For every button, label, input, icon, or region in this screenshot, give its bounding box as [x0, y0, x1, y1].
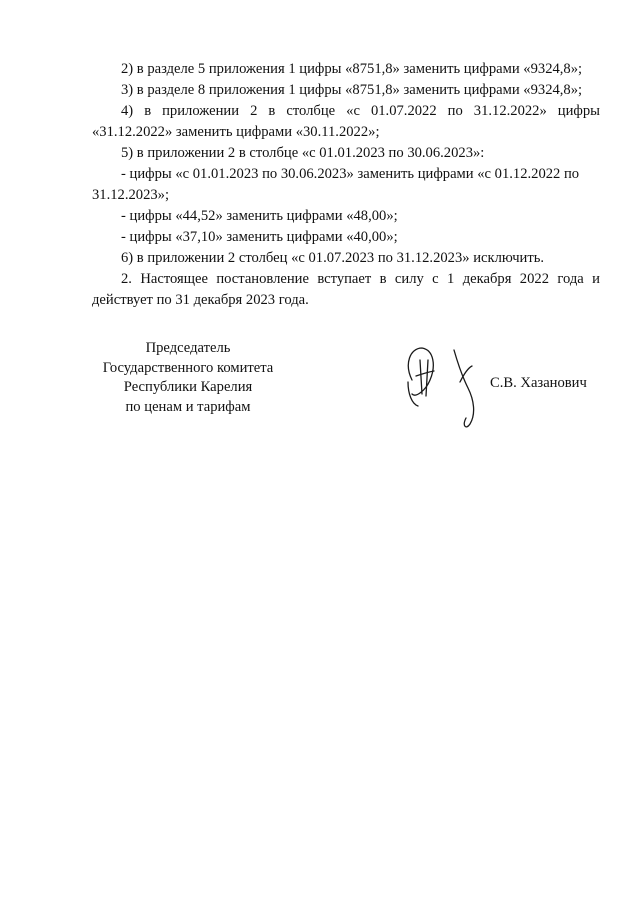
paragraph-subitem-44-52: - цифры «44,52» заменить цифрами «48,00»;	[121, 208, 398, 224]
paragraph-subitem-dates: - цифры «с 01.01.2023 по 30.06.2023» заменить цифрами «с 01.12.2022 по 31.12.2023»;	[92, 166, 580, 203]
paragraph-item-3-section-8: 3) в разделе 8 приложения 1 цифры «8751,8» заменить цифрами «9324,8»;	[121, 82, 583, 98]
paragraph-item-5-appendix-2: 5) в приложении 2 в столбце «с 01.01.2023 по 30.06.2023»:	[121, 145, 485, 161]
signatory-position	[88, 339, 288, 417]
handwritten-signature	[398, 338, 494, 432]
signature-stroke	[454, 350, 474, 427]
position-line: Государственного комитета	[102, 359, 274, 376]
paragraph-item-4-appendix-2: 4) в приложении 2 в столбце «с 01.07.2022 по 31.12.2022» цифры «31.12.2022» заменить цифрами «30.11.2022»;	[92, 103, 600, 140]
position-line: Республики Карелия	[123, 379, 253, 395]
signature-stroke	[426, 360, 428, 396]
paragraph-item-2-section-5: 2) в разделе 5 приложения 1 цифры «8751,8» заменить цифрами «9324,8»;	[121, 61, 583, 77]
paragraph-item-6-exclude: 6) в приложении 2 столбец «с 01.07.2023 по 31.12.2023» исключить.	[121, 250, 545, 266]
document-body	[92, 59, 600, 311]
paragraph-effective-date: 2. Настоящее постановление вступает в силу с 1 декабря 2022 года и действует по 31 декабря 2023 года.	[92, 271, 600, 308]
position-line: Председатель	[145, 340, 231, 356]
signer-name: С.В. Хазанович	[490, 375, 587, 391]
position-line: по ценам и тарифам	[125, 398, 251, 415]
paragraph-subitem-37-10: - цифры «37,10» заменить цифрами «40,00»;	[121, 229, 398, 245]
signature-stroke	[420, 360, 422, 394]
